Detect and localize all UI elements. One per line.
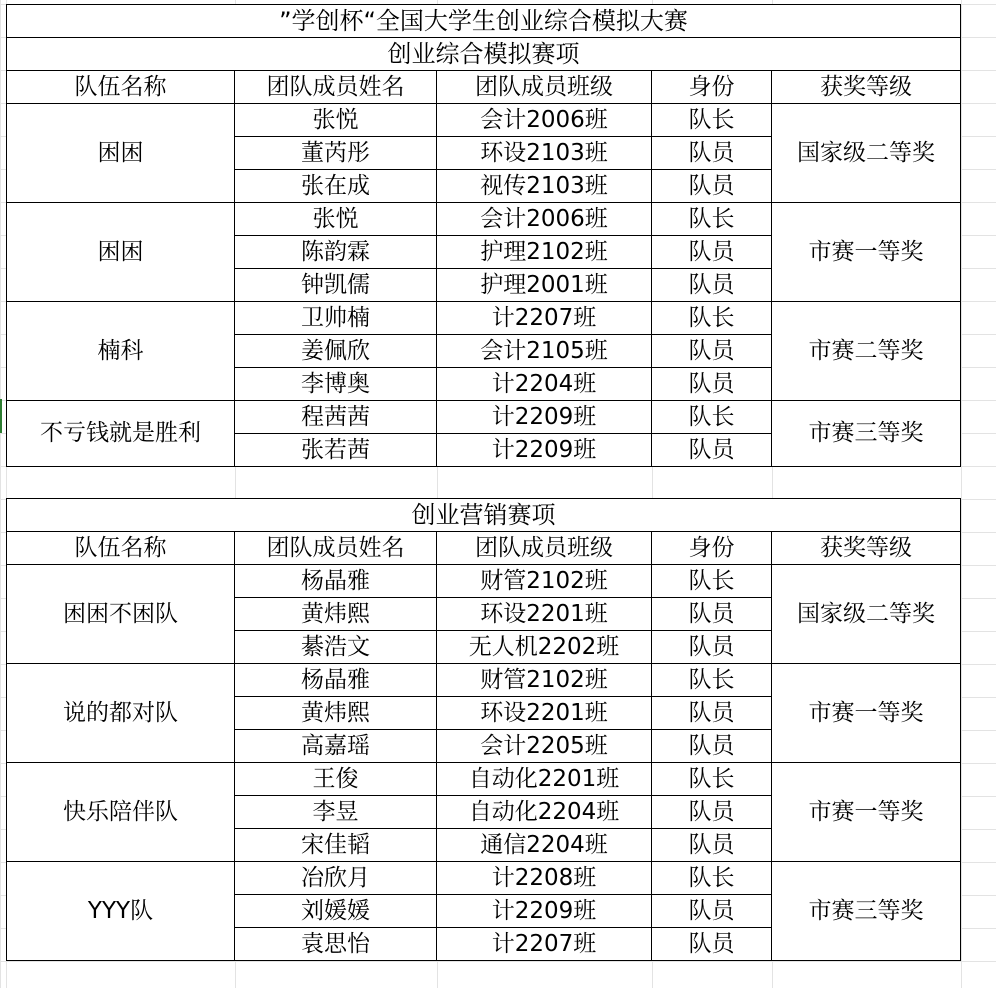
award-level-cell[interactable]: 市赛三等奖 <box>772 862 961 961</box>
table-row <box>7 664 961 697</box>
table-row <box>7 203 961 236</box>
member-class-cell[interactable]: 计2207班 <box>437 928 652 961</box>
column-header[interactable]: 获奖等级 <box>772 532 961 565</box>
column-header[interactable]: 身份 <box>652 532 772 565</box>
member-class-cell[interactable]: 自动化2204班 <box>437 796 652 829</box>
member-name-cell[interactable]: 程茜茜 <box>235 401 437 434</box>
column-header[interactable]: 团队成员班级 <box>437 71 652 104</box>
member-name-cell[interactable]: 陈韵霖 <box>235 236 437 269</box>
member-name-cell[interactable]: 宋佳韬 <box>235 829 437 862</box>
awards-table-marketing <box>6 498 961 961</box>
member-role-cell[interactable]: 队员 <box>652 829 772 862</box>
table-row <box>7 302 961 335</box>
award-level-cell[interactable]: 市赛一等奖 <box>772 763 961 862</box>
column-header[interactable]: 团队成员姓名 <box>235 71 437 104</box>
member-role-cell[interactable]: 队长 <box>652 401 772 434</box>
award-level-cell[interactable]: 市赛三等奖 <box>772 401 961 467</box>
member-name-cell[interactable]: 钟凯儒 <box>235 269 437 302</box>
team-name-cell[interactable]: 困困 <box>7 203 235 302</box>
member-name-cell[interactable]: 高嘉瑶 <box>235 730 437 763</box>
member-class-cell[interactable]: 护理2001班 <box>437 269 652 302</box>
member-role-cell[interactable]: 队员 <box>652 697 772 730</box>
award-level-cell[interactable]: 国家级二等奖 <box>772 565 961 664</box>
member-name-cell[interactable]: 卫帅楠 <box>235 302 437 335</box>
award-level-cell[interactable]: 国家级二等奖 <box>772 104 961 203</box>
member-class-cell[interactable]: 无人机2202班 <box>437 631 652 664</box>
member-role-cell[interactable]: 队长 <box>652 302 772 335</box>
award-level-cell[interactable]: 市赛一等奖 <box>772 203 961 302</box>
member-name-cell[interactable]: 张若茜 <box>235 434 437 467</box>
member-role-cell[interactable]: 队员 <box>652 730 772 763</box>
member-class-cell[interactable]: 财管2102班 <box>437 565 652 598</box>
main-title[interactable]: ”学创杯“全国大学生创业综合模拟大赛 <box>7 5 961 38</box>
table-row <box>7 763 961 796</box>
member-class-cell[interactable]: 计2209班 <box>437 401 652 434</box>
member-class-cell[interactable]: 会计2105班 <box>437 335 652 368</box>
member-name-cell[interactable]: 董芮彤 <box>235 137 437 170</box>
member-role-cell[interactable]: 队长 <box>652 862 772 895</box>
member-class-cell[interactable]: 会计2006班 <box>437 104 652 137</box>
member-name-cell[interactable]: 刘媛媛 <box>235 895 437 928</box>
member-role-cell[interactable]: 队员 <box>652 335 772 368</box>
member-role-cell[interactable]: 队长 <box>652 104 772 137</box>
table-row <box>7 401 961 434</box>
member-class-cell[interactable]: 护理2102班 <box>437 236 652 269</box>
member-class-cell[interactable]: 会计2205班 <box>437 730 652 763</box>
member-class-cell[interactable]: 计2204班 <box>437 368 652 401</box>
member-class-cell[interactable]: 视传2103班 <box>437 170 652 203</box>
member-role-cell[interactable]: 队员 <box>652 631 772 664</box>
member-name-cell[interactable]: 李昱 <box>235 796 437 829</box>
section-title[interactable]: 创业营销赛项 <box>7 499 961 532</box>
member-name-cell[interactable]: 黄炜熙 <box>235 598 437 631</box>
award-level-cell[interactable]: 市赛一等奖 <box>772 664 961 763</box>
column-header[interactable]: 队伍名称 <box>7 532 235 565</box>
active-cell-marker <box>0 399 2 433</box>
column-header[interactable]: 团队成员姓名 <box>235 532 437 565</box>
section-title[interactable]: 创业综合模拟赛项 <box>7 38 961 71</box>
member-class-cell[interactable]: 环设2201班 <box>437 697 652 730</box>
member-class-cell[interactable]: 计2209班 <box>437 434 652 467</box>
member-class-cell[interactable]: 计2208班 <box>437 862 652 895</box>
member-class-cell[interactable]: 计2209班 <box>437 895 652 928</box>
team-name-cell[interactable]: 楠科 <box>7 302 235 401</box>
member-name-cell[interactable]: 李博奥 <box>235 368 437 401</box>
member-role-cell[interactable]: 队员 <box>652 598 772 631</box>
team-name-cell[interactable]: YYY队 <box>7 862 235 961</box>
member-name-cell[interactable]: 姜佩欣 <box>235 335 437 368</box>
member-class-cell[interactable]: 环设2201班 <box>437 598 652 631</box>
table-row <box>7 104 961 137</box>
member-role-cell[interactable]: 队员 <box>652 236 772 269</box>
team-name-cell[interactable]: 快乐陪伴队 <box>7 763 235 862</box>
member-name-cell[interactable]: 张在成 <box>235 170 437 203</box>
member-name-cell[interactable]: 黄炜熙 <box>235 697 437 730</box>
member-role-cell[interactable]: 队长 <box>652 763 772 796</box>
member-name-cell[interactable]: 冶欣月 <box>235 862 437 895</box>
member-role-cell[interactable]: 队员 <box>652 170 772 203</box>
award-level-cell[interactable]: 市赛二等奖 <box>772 302 961 401</box>
member-role-cell[interactable]: 队员 <box>652 269 772 302</box>
member-class-cell[interactable]: 环设2103班 <box>437 137 652 170</box>
column-header[interactable]: 队伍名称 <box>7 71 235 104</box>
member-class-cell[interactable]: 计2207班 <box>437 302 652 335</box>
member-role-cell[interactable]: 队长 <box>652 664 772 697</box>
member-name-cell[interactable]: 张悦 <box>235 104 437 137</box>
member-role-cell[interactable]: 队员 <box>652 928 772 961</box>
awards-table-main <box>6 4 961 467</box>
member-class-cell[interactable]: 会计2006班 <box>437 203 652 236</box>
team-name-cell[interactable]: 说的都对队 <box>7 664 235 763</box>
member-name-cell[interactable]: 张悦 <box>235 203 437 236</box>
member-role-cell[interactable]: 队长 <box>652 565 772 598</box>
team-name-cell[interactable]: 不亏钱就是胜利 <box>7 401 235 467</box>
table-row <box>7 862 961 895</box>
member-role-cell[interactable]: 队员 <box>652 368 772 401</box>
column-header[interactable]: 身份 <box>652 71 772 104</box>
member-class-cell[interactable]: 通信2204班 <box>437 829 652 862</box>
member-name-cell[interactable]: 杨晶雅 <box>235 664 437 697</box>
member-name-cell[interactable]: 袁思怡 <box>235 928 437 961</box>
team-name-cell[interactable]: 困困 <box>7 104 235 203</box>
member-role-cell[interactable]: 队员 <box>652 796 772 829</box>
member-role-cell[interactable]: 队长 <box>652 203 772 236</box>
member-name-cell[interactable]: 杨晶雅 <box>235 565 437 598</box>
team-name-cell[interactable]: 困困不困队 <box>7 565 235 664</box>
member-role-cell[interactable]: 队员 <box>652 895 772 928</box>
member-name-cell[interactable]: 王俊 <box>235 763 437 796</box>
column-header[interactable]: 获奖等级 <box>772 71 961 104</box>
member-role-cell[interactable]: 队员 <box>652 137 772 170</box>
column-header[interactable]: 团队成员班级 <box>437 532 652 565</box>
member-class-cell[interactable]: 财管2102班 <box>437 664 652 697</box>
gridline <box>961 0 962 988</box>
member-role-cell[interactable]: 队员 <box>652 434 772 467</box>
member-class-cell[interactable]: 自动化2201班 <box>437 763 652 796</box>
table-row <box>7 565 961 598</box>
member-name-cell[interactable]: 綦浩文 <box>235 631 437 664</box>
